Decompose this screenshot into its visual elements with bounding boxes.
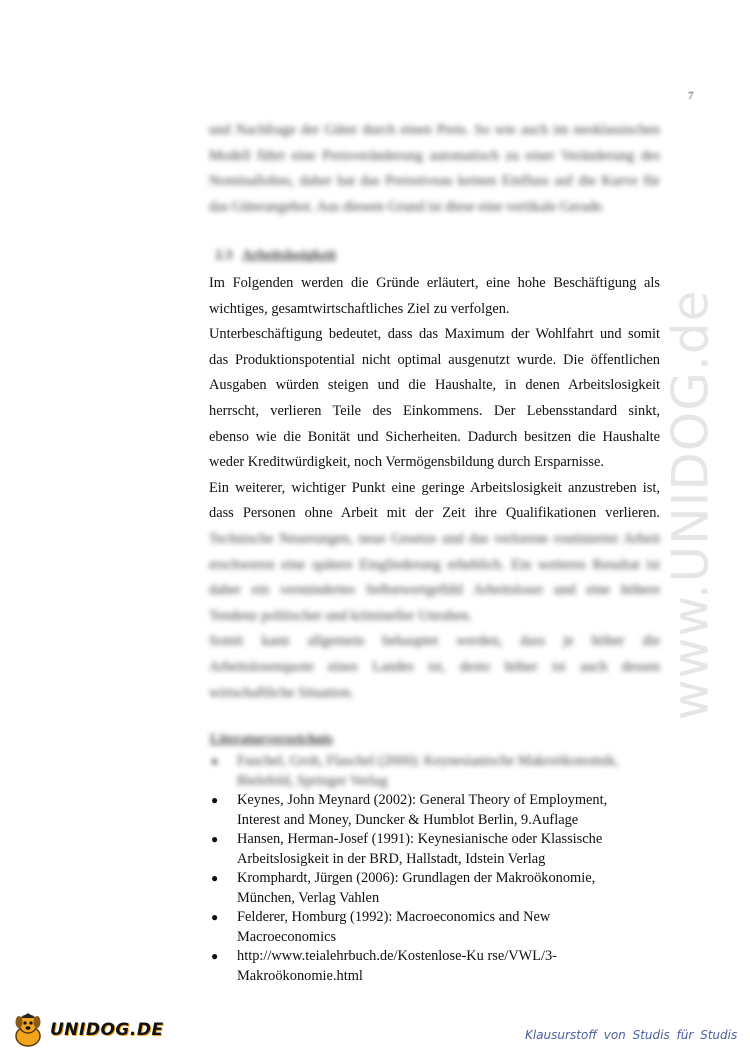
blurred-body-paragraph (209, 527, 660, 706)
text-line: ebenso wie die Bonität und Sicherheiten. Dadurch besitzen die Haushalte (209, 428, 660, 445)
page-number: 7 (688, 90, 694, 102)
entry-line: Fauchel, Groh, Flaschel (2000): Keynesianische Makroökonomik, (237, 753, 619, 769)
list-item (209, 791, 649, 830)
entry-line: Makroökonomie.html (237, 967, 363, 984)
entry-line: Interest and Money, Duncker & Humblot Berlin, 9.Auflage (237, 811, 579, 828)
body-paragraph (209, 271, 660, 527)
bullet-icon: ● (211, 871, 219, 885)
entry-line: Macroeconomics (237, 928, 337, 945)
entry-line: Felderer, Homburg (1992): Macroeconomics and New (237, 909, 551, 925)
text-line: Tendenz politischer und krimineller Unruhen. (209, 607, 473, 624)
text-line: Somit kann allgemein behauptet werden, dass je höher die (209, 633, 660, 650)
text-line: das Produktionspotential nicht optimal ausgenutzt wurde. Die öffentlichen (209, 351, 660, 368)
text-line: wirtschaftliche Situation. (209, 684, 354, 701)
entry-line: Kromphardt, Jürgen (2006): Grundlagen der Makroökonomie, (237, 870, 596, 886)
entry-line: Arbeitslosigkeit in der BRD, Hallstadt, Idstein Verlag (237, 850, 546, 867)
list-item (209, 752, 649, 791)
text-line: Unterbeschäftigung bedeutet, dass das Maximum der Wohlfahrt und somit (209, 326, 660, 343)
text-line: daher ein vermindertes Selbstwertgefühl Arbeitsloser und eine höhere (209, 582, 660, 599)
dog-icon (8, 1010, 48, 1050)
literature-heading: Literaturverzeichnis (210, 732, 333, 747)
text-line: Modell führt eine Preisveränderung automatisch zu einer Veränderung des (209, 147, 660, 164)
section-title: Arbeitslosigkeit (242, 248, 337, 263)
text-line: weder Kreditwürdigkeit, noch Vermögensbildung durch Ersparnisse. (209, 454, 604, 471)
text-line: wichtiges, gesamtwirtschaftliches Ziel zu verfolgen. (209, 300, 510, 317)
logo-text: UNIDOG.DE (50, 1020, 164, 1040)
entry-line: München, Verlag Vahlen (237, 889, 380, 906)
text-line: Technische Neuerungen, neue Gesetze und das verlorene routinierter Arbeit (209, 531, 660, 547)
text-line: Ein weiterer, wichtiger Punkt eine geringe Arbeitslosigkeit anzustreben ist, (209, 479, 660, 496)
literature-list (209, 752, 649, 986)
list-item (209, 830, 649, 869)
text-line: Im Folgenden werden die Gründe erläutert, eine hohe Beschäftigung als (209, 275, 660, 291)
bullet-icon: ● (211, 910, 219, 924)
footer-tagline: Klausurstoff von Studis für Studis (525, 1028, 738, 1042)
text-line: erschweren eine spätere Eingliederung erheblich. Ein weiteres Resultat ist (209, 556, 660, 573)
unidog-logo (8, 1010, 164, 1050)
entry-line: http://www.teialehrbuch.de/Kostenlose-Ku rse/VWL/3- (237, 948, 557, 964)
text-line: Arbeitslosenquote eines Landes ist, desto höher ist auch dessen (209, 658, 660, 675)
entry-line: Bielefeld, Springer Verlag (237, 772, 388, 789)
text-line: das Güterangebot. Aus diesem Grund ist diese eine vertikale Gerade. (209, 198, 606, 215)
text-line: dass Personen ohne Arbeit mit der Zeit ihre Qualifikationen verlieren. (209, 505, 660, 522)
bullet-icon: ● (211, 949, 219, 963)
watermark-text: www.UNIDOG.de (661, 289, 720, 721)
text-line: und Nachfrage der Güter durch einen Preis. So wie auch im neoklassischen (209, 122, 660, 138)
list-item (209, 869, 649, 908)
blurred-top-paragraph (209, 118, 660, 220)
bullet-icon: ● (211, 832, 219, 846)
text-line: herrscht, verlieren Teile des Einkommens. Der Lebensstandard sinkt, (209, 402, 660, 419)
bullet-icon: ● (211, 793, 219, 807)
entry-line: Hansen, Herman-Josef (1991): Keynesianische oder Klassische (237, 831, 603, 847)
list-item (209, 947, 649, 986)
section-heading (215, 248, 336, 264)
text-line: Ausgaben würden steigen und die Haushalte, in denen Arbeitslosigkeit (209, 377, 660, 394)
list-item (209, 908, 649, 947)
entry-line: Keynes, John Meynard (2002): General Theory of Employment, (237, 792, 608, 808)
text-line: Nominallohns, daher hat das Preisniveau keinen Einfluss auf die Kurve für (209, 173, 660, 190)
bullet-icon: ● (211, 754, 219, 768)
section-number: 2.3 (215, 248, 233, 263)
